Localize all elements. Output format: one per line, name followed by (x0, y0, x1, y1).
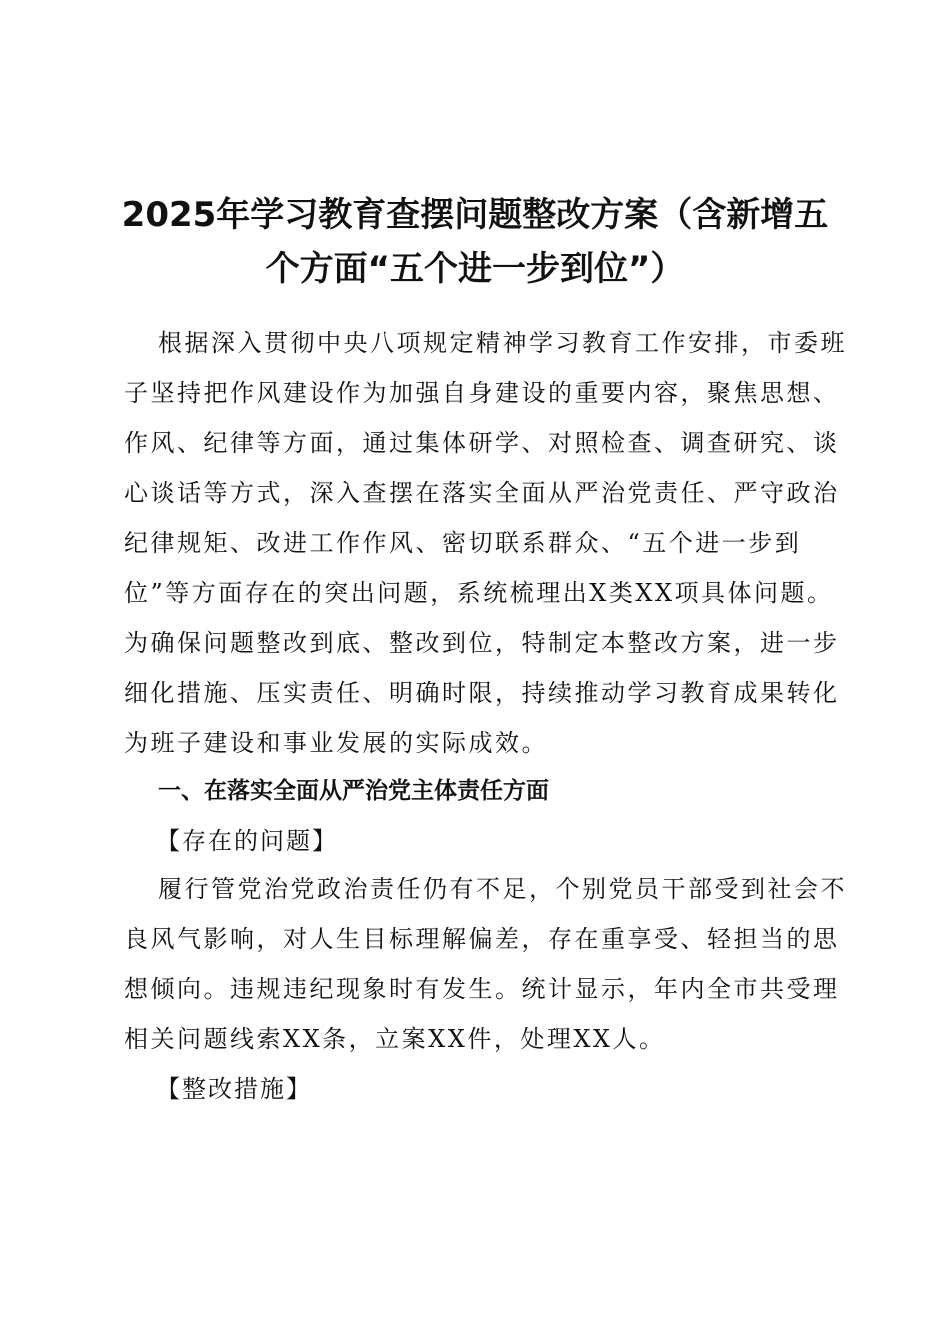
intro-line: 根据深入贯彻中央八项规定精神学习教育工作安排，市委班 (158, 329, 847, 357)
intro-line: 心谈话等方式，深入查摆在落实全面从严治党责任、严守政治 (124, 479, 840, 507)
intro-line: 作风、纪律等方面，通过集体研学、对照检查、调查研究、谈 (124, 429, 840, 457)
document-title (110, 188, 840, 296)
intro-line: 为班子建设和事业发展的实际成效。 (124, 729, 548, 757)
intro-paragraph (124, 318, 847, 768)
problems-line: 履行管党治党政治责任仍有不足，个别党员干部受到社会不 (158, 875, 847, 903)
intro-line: 子坚持把作风建设作为加强自身建设的重要内容，聚焦思想、 (124, 379, 840, 407)
intro-line: 为确保问题整改到底、整改到位，特制定本整改方案，进一步 (124, 629, 840, 657)
intro-line: 位”等方面存在的突出问题，系统梳理出X类XX项具体问题。 (124, 579, 834, 607)
title-line-1: 2025年学习教育查摆问题整改方案（含新增五 (121, 195, 829, 235)
intro-line: 细化措施、压实责任、明确时限，持续推动学习教育成果转化 (124, 679, 840, 707)
measures-label: 【整改措施】 (156, 1075, 312, 1103)
problems-paragraph (124, 864, 847, 1064)
problems-line: 想倾向。违规违纪现象时有发生。统计显示，年内全市共受理 (124, 975, 840, 1003)
intro-line: 纪律规矩、改进工作作风、密切联系群众、“五个进一步到 (124, 529, 802, 557)
problems-line: 相关问题线索XX条，立案XX件，处理XX人。 (124, 1025, 666, 1053)
section-heading: 一、在落实全面从严治党主体责任方面 (158, 778, 549, 804)
problems-line: 良风气影响，对人生目标理解偏差，存在重享受、轻担当的思 (124, 925, 840, 953)
problems-label: 【存在的问题】 (156, 827, 338, 855)
title-line-2: 个方面“五个进一步到位”） (265, 249, 685, 289)
